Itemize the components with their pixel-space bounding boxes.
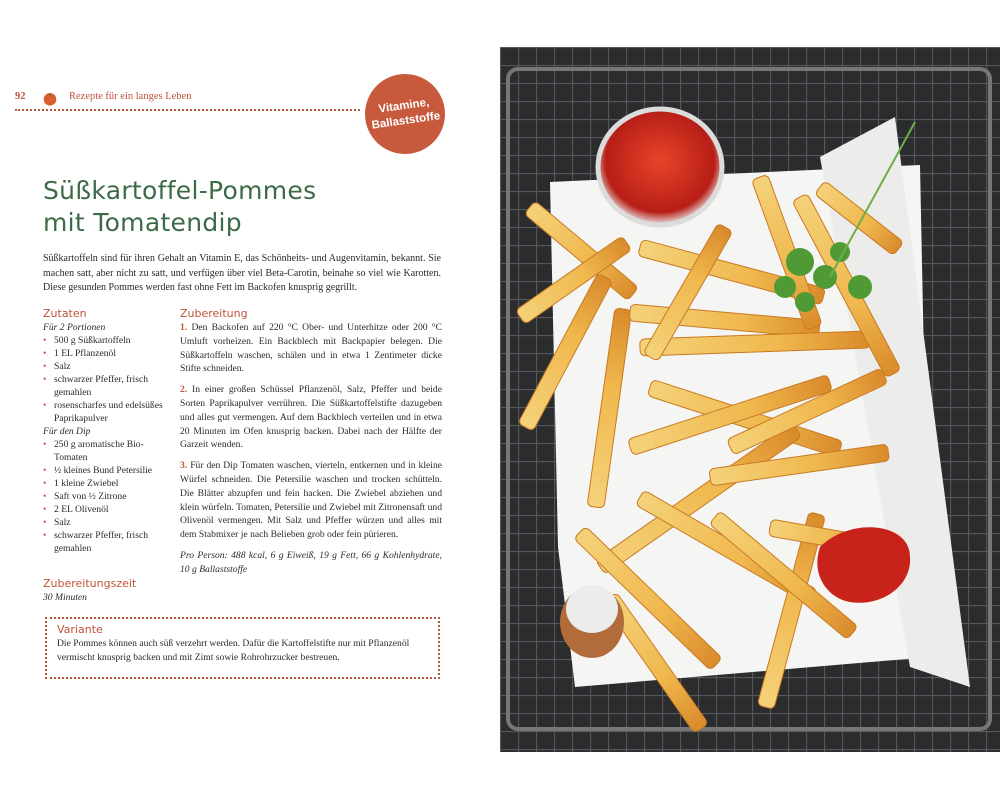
recipe-title-line-1: Süßkartoffel-Pommes	[43, 176, 317, 205]
running-title: Rezepte für ein langes Leben	[69, 91, 192, 102]
prep-time-value: 30 Minuten	[43, 592, 87, 603]
dip-ingredient-item: • 1 kleine Zwiebel	[43, 477, 173, 490]
prep-time-heading: Zubereitungszeit	[43, 577, 137, 590]
ingredients-list	[43, 334, 173, 425]
step-text: In einer großen Schüssel Pflanzenöl, Salz, Pfeffer und beide Sorten Paprikapulver verrühren. Die Süßkartoffelstifte dazugeben und alles gut vermengen. Auf dem Backblech verteilen und in etwa 20 Minuten im Ofen knusprig backen. Dabei nach der Hälfte der Garzeit wenden.	[180, 384, 442, 451]
dip-ingredient-item: • Salz	[43, 516, 173, 529]
fries-photo	[500, 47, 1000, 752]
ingredient-item: • 500 g Süßkartoffeln	[43, 334, 173, 347]
portions-label: Für 2 Portionen	[43, 322, 106, 333]
left-page	[0, 47, 500, 752]
ingredient-item: • 1 EL Pflanzenöl	[43, 347, 173, 360]
right-page	[500, 47, 1000, 752]
nutrient-badge	[360, 69, 450, 159]
step-text: Den Backofen auf 220 °C Ober- und Unterhitze oder 200 °C Umluft vorheizen. Ein Backblech mit Backpapier belegen. Die Süßkartoffeln waschen, schälen und in etwa 1 Zentimeter dicke Stifte schneiden.	[180, 322, 442, 375]
ingredients-column	[43, 307, 173, 555]
tomato-icon	[41, 89, 59, 107]
ingredient-item: • Salz	[43, 360, 173, 373]
book-spread	[0, 47, 1000, 752]
step-3	[180, 459, 442, 542]
preparation-heading: Zubereitung	[180, 307, 248, 320]
variant-text: Die Pommes können auch süß verzehrt werden. Dafür die Kartoffelstifte nur mit Pflanzenöl vermischt knusprig backen und mit Zimt sowie Rohrohrzucker bestreuen.	[57, 638, 410, 663]
header-divider	[15, 109, 360, 111]
ingredient-item: • rosenscharfes und edelsüßes Paprikapulver	[43, 399, 173, 425]
prep-time-block	[43, 577, 173, 604]
dip-ingredient-item: • schwarzer Pfeffer, frisch gemahlen	[43, 529, 173, 555]
step-number: 1.	[180, 322, 188, 333]
dip-ingredient-item: • ½ kleines Bund Petersilie	[43, 464, 173, 477]
intro-paragraph: Süßkartoffeln sind für ihren Gehalt an Vitamin E, das Schönheits- und Augenvitamin, bekannt. Sie machen satt, aber nicht zu satt, und verfügen über viel Beta-Carotin, beinahe so viel wie Karotten. Diese gesunden Pommes werden fast ohne Fett im Backofen knusprig gegrillt.	[43, 253, 441, 293]
step-2	[180, 383, 442, 452]
recipe-title-line-2: mit Tomatendip	[43, 208, 242, 237]
recipe-title	[43, 175, 316, 239]
dip-heading: Für den Dip	[43, 426, 91, 437]
step-number: 2.	[180, 384, 188, 396]
step-number: 3.	[180, 460, 188, 472]
variant-heading: Variante	[57, 623, 103, 636]
dip-ingredient-item: • 2 EL Olivenöl	[43, 503, 173, 516]
nutrition-info: Pro Person: 488 kcal, 6 g Eiweiß, 19 g Fett, 66 g Kohlenhydrate, 10 g Ballaststoffe	[180, 549, 442, 575]
ingredients-heading: Zutaten	[43, 307, 87, 320]
variant-box	[45, 617, 440, 679]
page-number: 92	[15, 91, 26, 102]
ingredient-item: • schwarzer Pfeffer, frisch gemahlen	[43, 373, 173, 399]
preparation-column	[180, 307, 442, 584]
badge-line-1: Vitamine,	[377, 96, 430, 116]
dip-ingredients-list	[43, 438, 173, 555]
dip-ingredient-item: • Saft von ½ Zitrone	[43, 490, 173, 503]
badge-line-2: Ballaststoffe	[370, 110, 441, 132]
dip-ingredient-item: • 250 g aromatische Bio-Tomaten	[43, 438, 173, 464]
step-1	[180, 321, 442, 376]
step-text: Für den Dip Tomaten waschen, vierteln, entkernen und in kleine Würfel schneiden. Die Petersilie waschen und trocken schütteln. Die Blätter abzupfen und fein hacken. Die Zwiebel abziehen und klein würfeln. Tomaten, Petersilie und Zwiebel mit Zitronensaft und Olivenöl vermengen. Mit Salz und Pfeffer würzen und alles mit dem Stabmixer je nach Belieben grob oder fein pürieren.	[180, 460, 443, 541]
